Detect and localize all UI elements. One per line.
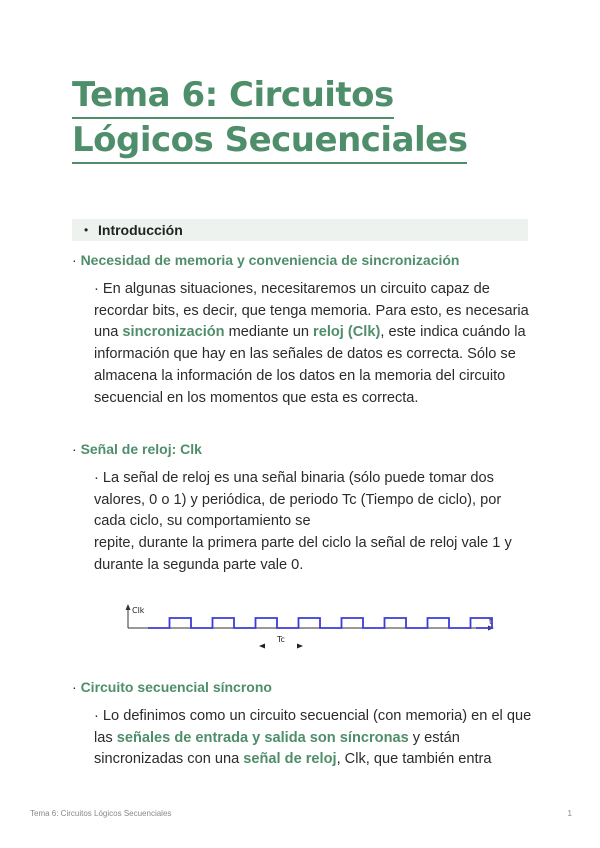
page-number: 1 — [567, 809, 572, 818]
paragraph-memoria — [94, 279, 534, 409]
text-run: , este indica cuándo la información que hay en las señales de datos es correcta. Sólo se almacena la información de los datos en la memoria del circuito secuencial en los momentos que esta es correcta. — [94, 324, 526, 406]
heading-text: Necesidad de memoria y conveniencia de sincronización — [80, 252, 460, 268]
period-arrow-left-icon — [259, 644, 265, 649]
highlight-reloj: reloj (Clk) — [313, 324, 381, 341]
title-line-1: Tema 6: Circuitos — [72, 74, 394, 119]
text-run: , Clk, que también entra — [336, 751, 492, 768]
text-run: repite, durante la primera parte del ciclo la señal de reloj vale 1 y durante la segunda parte vale 0. — [94, 535, 512, 573]
toggle-introduccion[interactable] — [72, 219, 528, 241]
section-heading-clk — [72, 441, 202, 457]
footer-title: Tema 6: Circuitos Lógicos Secuenciales — [30, 809, 172, 818]
heading-text: Circuito secuencial síncrono — [80, 679, 272, 695]
section-heading-memoria — [72, 252, 459, 268]
page-title — [72, 74, 467, 164]
highlight-senales: señales de entrada y salida son síncronas — [116, 729, 409, 746]
text-run: · En algunas situaciones, necesitaremos un circuito capaz de recordar bits, es decir, que tenga memoria. Para esto, es necesaria una — [94, 281, 529, 341]
highlight-sincronizacion: sincronización — [122, 324, 225, 341]
clock-signal-diagram — [120, 600, 500, 660]
section-heading-sincrono — [72, 679, 272, 695]
heading-prefix: · — [72, 441, 81, 457]
toggle-label: Introducción — [98, 222, 183, 238]
heading-prefix: · — [72, 679, 81, 695]
y-axis-arrow-icon — [126, 604, 131, 610]
period-arrow-right-icon — [297, 644, 303, 649]
paragraph-sincrono — [94, 706, 534, 771]
bullet-icon: • — [84, 223, 89, 237]
text-run: · Lo definimos como un circuito secuencial (con memoria) en el que las — [94, 708, 532, 746]
y-axis-label: Clk — [132, 606, 145, 615]
paragraph-clk — [94, 468, 534, 577]
highlight-senal-reloj: señal de reloj — [243, 751, 337, 768]
heading-text: Señal de reloj: Clk — [80, 441, 202, 457]
clock-waveform — [148, 618, 492, 628]
title-line-2: Lógicos Secuenciales — [72, 119, 467, 164]
text-run: y están sincronizadas con una — [94, 729, 460, 768]
x-axis-label: t — [489, 617, 493, 626]
text-run: mediante un — [224, 324, 314, 341]
heading-prefix: · — [72, 252, 81, 268]
text-run: · La señal de reloj es una señal binaria (sólo puede tomar dos valores, 0 o 1) y periódica, de periodo Tc (Tiempo de ciclo), por cada ciclo, su comportamiento se — [94, 470, 502, 530]
period-label: Tc — [277, 635, 285, 644]
